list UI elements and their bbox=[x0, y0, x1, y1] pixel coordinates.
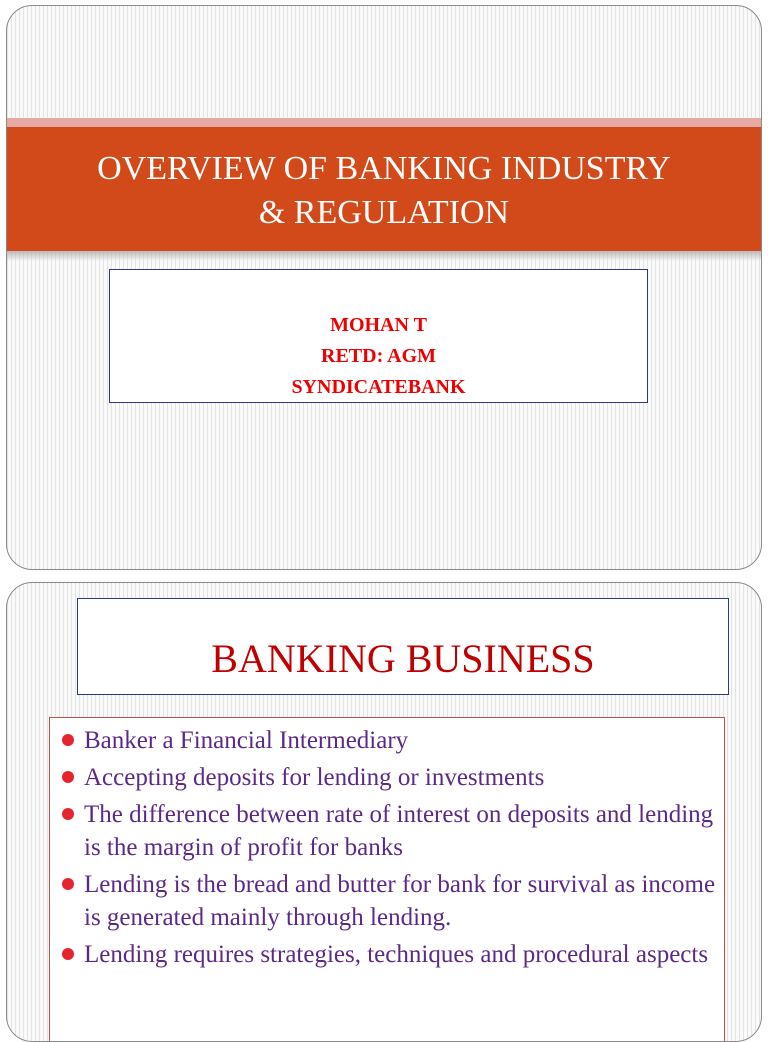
author-organization: SYNDICATEBANK bbox=[291, 376, 466, 398]
author-box bbox=[109, 269, 648, 403]
bullet-icon bbox=[62, 878, 74, 890]
accent-stripe bbox=[7, 118, 761, 127]
list-item bbox=[60, 724, 724, 757]
list-item bbox=[60, 761, 724, 794]
bullet-text: Lending is the bread and butter for bank for survival as income is generated mainly through lending. bbox=[84, 871, 716, 931]
author-role: RETD: AGM bbox=[321, 345, 436, 367]
author-name: MOHAN T bbox=[330, 314, 427, 336]
list-item bbox=[60, 868, 724, 934]
bullet-icon bbox=[62, 808, 74, 820]
slide-heading: BANKING BUSINESS bbox=[211, 636, 595, 681]
content-slide bbox=[6, 582, 762, 1042]
title-line-1: OVERVIEW OF BANKING INDUSTRY bbox=[97, 150, 671, 187]
title-line-2: & REGULATION bbox=[258, 194, 510, 231]
list-item bbox=[60, 798, 724, 864]
bullet-text: Lending requires strategies, techniques and procedural aspects bbox=[84, 941, 709, 968]
bullet-icon bbox=[62, 771, 74, 783]
bullet-icon bbox=[62, 948, 74, 960]
bullet-text: Accepting deposits for lending or investments bbox=[84, 764, 545, 791]
bullet-text: The difference between rate of interest on deposits and lending is the margin of profit for banks bbox=[84, 801, 714, 861]
bullet-box bbox=[49, 717, 725, 1042]
title-slide bbox=[6, 5, 762, 570]
bullet-icon bbox=[62, 734, 74, 746]
heading-box bbox=[77, 598, 729, 695]
bullet-text: Banker a Financial Intermediary bbox=[84, 727, 409, 754]
banner-shadow bbox=[7, 251, 761, 261]
title-banner bbox=[7, 127, 761, 251]
bullet-list bbox=[50, 718, 724, 971]
list-item bbox=[60, 938, 724, 971]
slide-title bbox=[7, 147, 761, 235]
